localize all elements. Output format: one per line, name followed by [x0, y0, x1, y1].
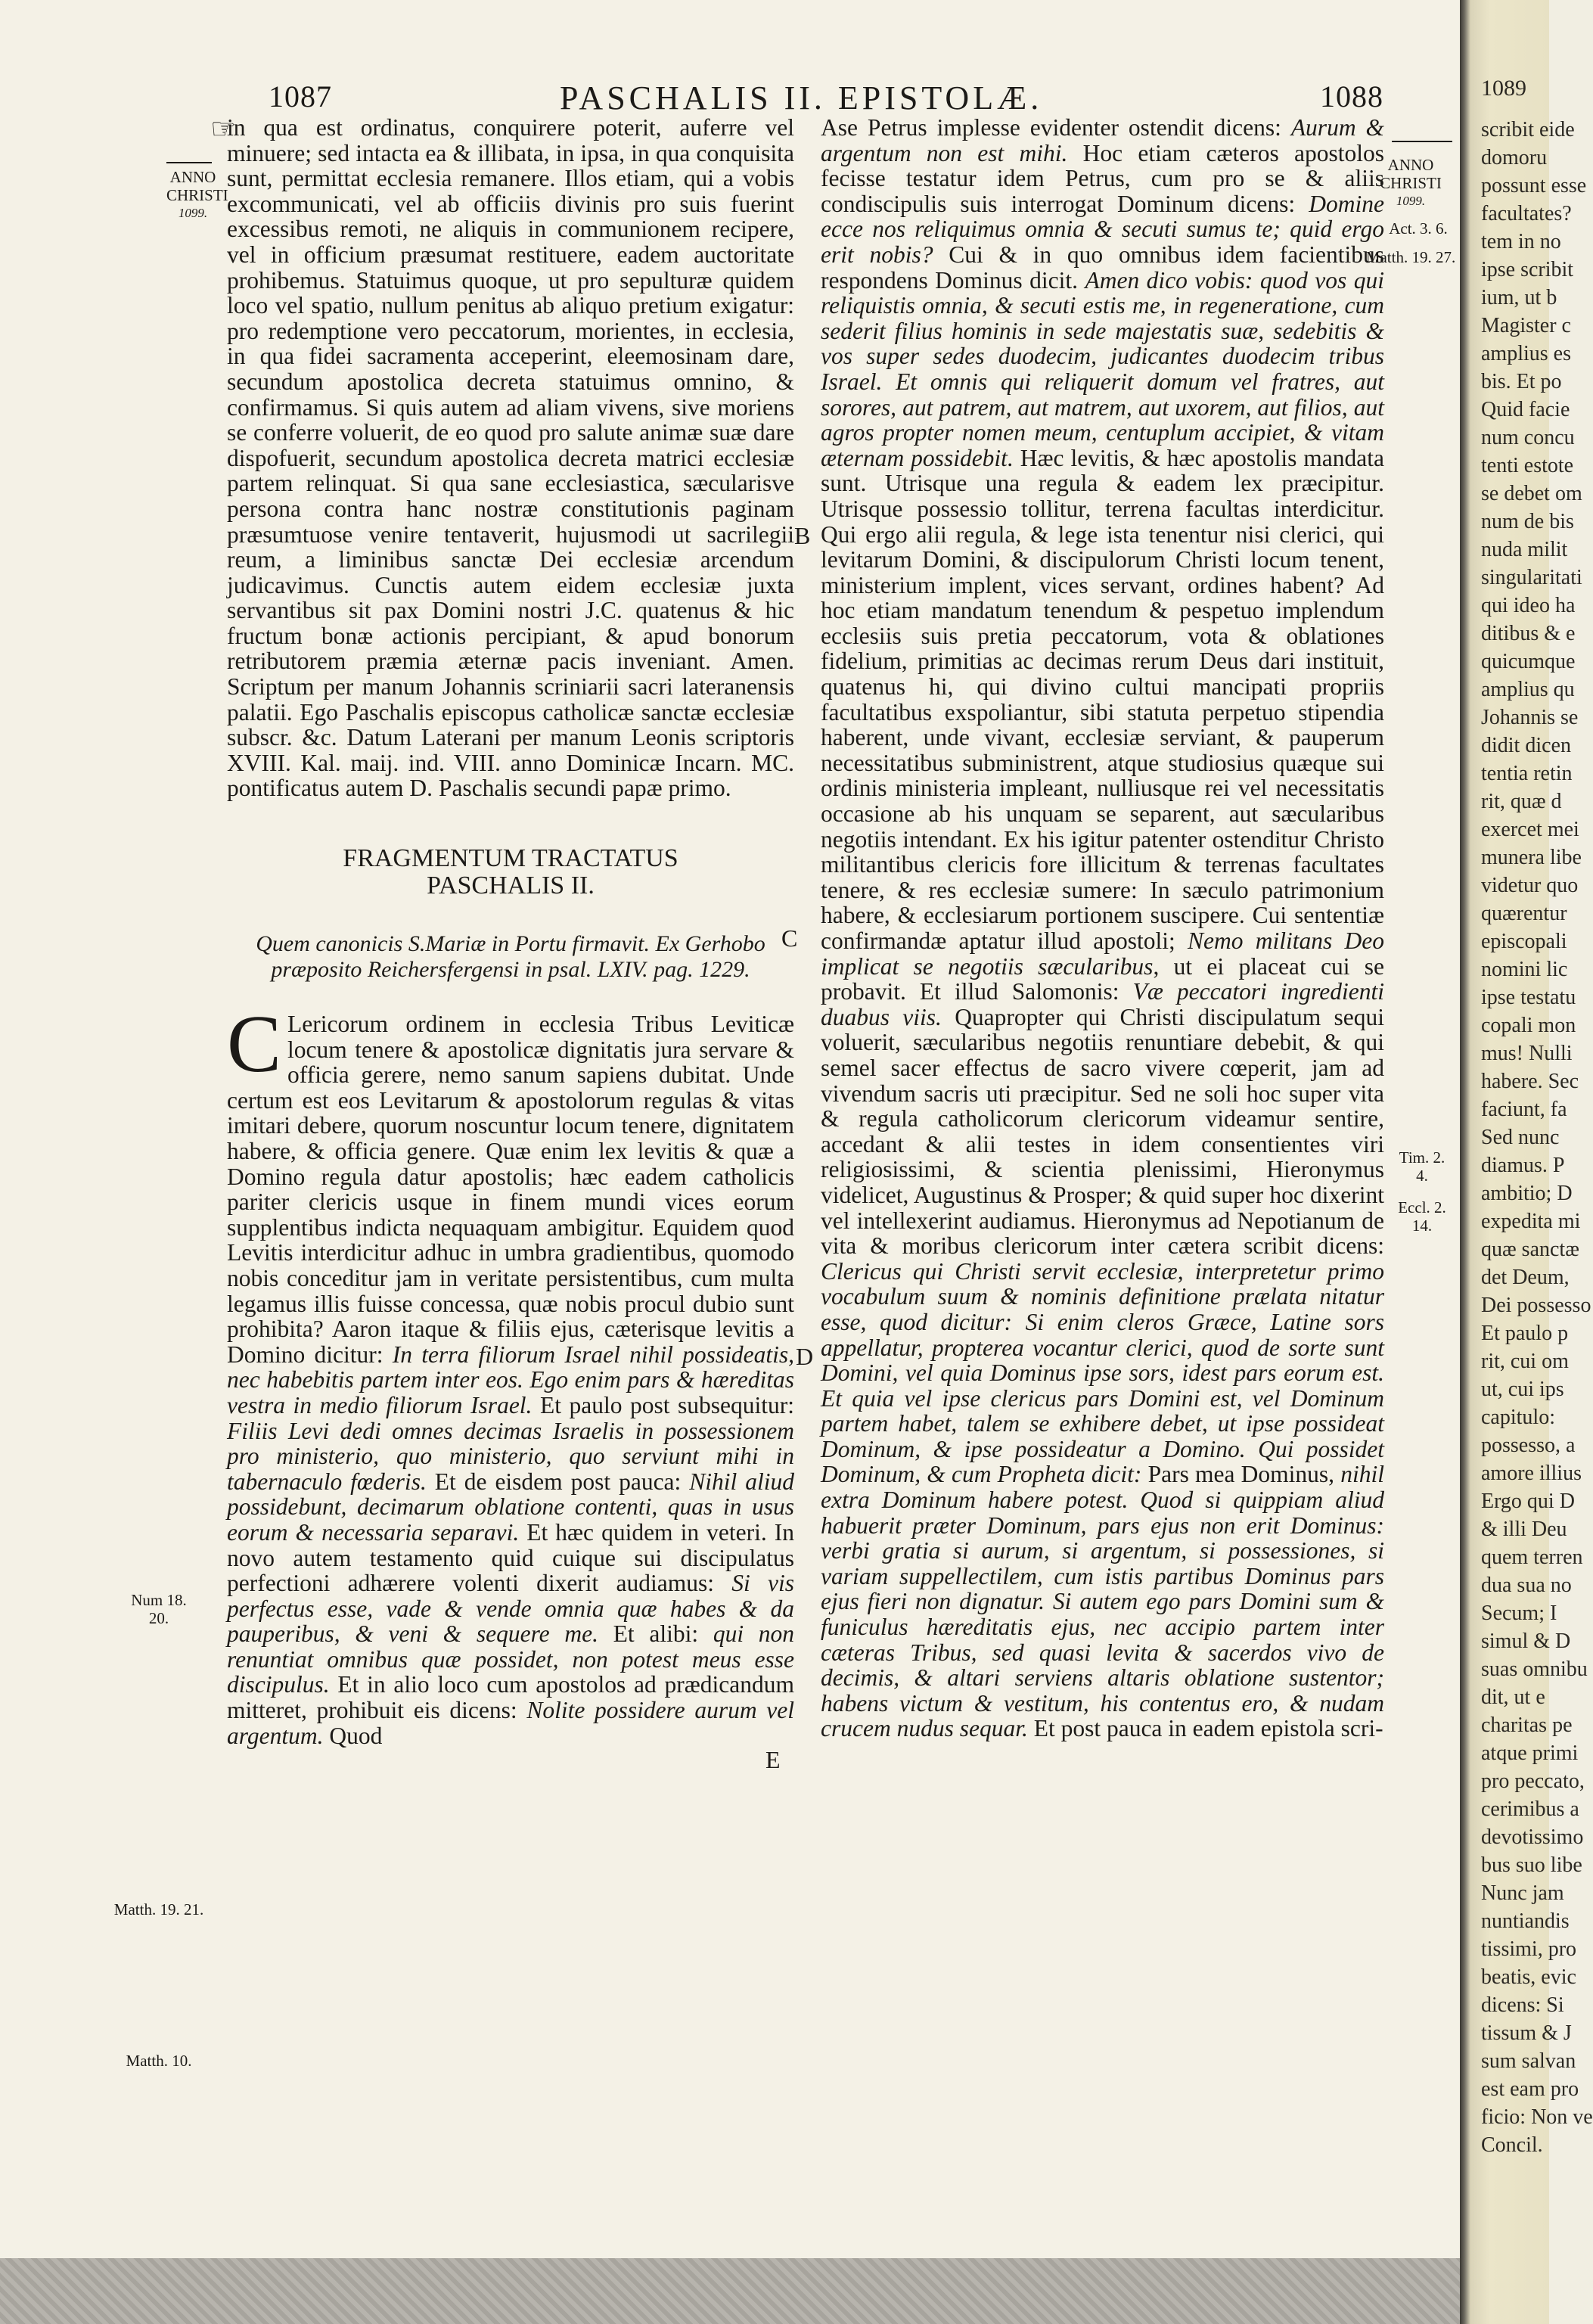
facing-page-line: beatis, evic	[1481, 1965, 1576, 1989]
facing-page-line: pro peccato,	[1481, 1769, 1585, 1793]
facing-page-line: quæ sanctæ	[1481, 1238, 1579, 1261]
margin-rule-right	[1392, 141, 1452, 142]
margin-ref-num: Num 18. 20.	[131, 1591, 187, 1627]
facing-page-line: devotissimo	[1481, 1825, 1584, 1849]
facing-page-line: ambitio; D	[1481, 1182, 1573, 1205]
facing-page-line: ipse testatu	[1481, 986, 1576, 1009]
facing-page-line: charitas pe	[1481, 1713, 1573, 1737]
facing-page-line: Magister c	[1481, 314, 1571, 337]
margin-rule-left	[166, 162, 212, 163]
facing-page-line: det Deum,	[1481, 1266, 1570, 1289]
facing-page-line: Ergo qui D	[1481, 1490, 1575, 1513]
facing-page-line: tem in no	[1481, 230, 1561, 253]
section-letter-e: E	[765, 1746, 781, 1773]
fragment-subheading: Quem canonicis S.Mariæ in Portu firmavit. Ex Gerhobo præposito Reichersfergensi in psal. LXIV. pag. 1229.	[256, 931, 765, 983]
running-title: PASCHALIS II. EPISTOLÆ.	[560, 79, 1043, 117]
facing-page-line: & illi Deu	[1481, 1518, 1567, 1541]
anno-christi-right: ANNO CHRISTI 1099.	[1380, 156, 1442, 208]
facing-page-line: faciunt, fa	[1481, 1098, 1567, 1121]
section-letter-b: B	[794, 522, 811, 549]
facing-page-line: tenti estote	[1481, 454, 1574, 477]
facing-page-line: singularitati	[1481, 566, 1582, 589]
facing-page-line: possesso, a	[1481, 1434, 1576, 1457]
facing-page-line: rit, quæ d	[1481, 790, 1562, 813]
facing-page-line: num concu	[1481, 426, 1575, 449]
facing-page-line: episcopali	[1481, 930, 1567, 953]
page-number-left: 1087	[269, 79, 332, 113]
section-letter-c: C	[781, 924, 798, 952]
margin-ref-matth-19: Matth. 19. 27.	[1365, 248, 1456, 266]
page-number-right: 1088	[1320, 79, 1383, 113]
facing-page-line: 1089	[1481, 76, 1526, 101]
drop-cap: C	[227, 999, 282, 1090]
facing-page-line: scribit eide	[1481, 118, 1575, 141]
scan-background-strip	[0, 2258, 1460, 2324]
facing-page-line: atque primi	[1481, 1741, 1579, 1765]
facing-page-line: Sed nunc	[1481, 1126, 1560, 1149]
facing-page-line: amplius qu	[1481, 678, 1575, 701]
facing-page-line: Et paulo p	[1481, 1322, 1569, 1345]
facing-page-line: nomini lic	[1481, 958, 1568, 981]
facing-page-line: tissum & J	[1481, 2021, 1572, 2045]
left-column	[227, 115, 794, 1748]
facing-page-line: cerimibus a	[1481, 1797, 1579, 1821]
facing-page-line: Secum; I	[1481, 1602, 1557, 1625]
facing-page-line: facultates?	[1481, 202, 1572, 225]
facing-page-line: ditibus & e	[1481, 622, 1576, 645]
facing-page-line: copali mon	[1481, 1014, 1576, 1037]
facing-page-line: Johannis se	[1481, 706, 1579, 729]
facing-page-line: tentia retin	[1481, 762, 1573, 785]
facing-page-line: Concil.	[1481, 2133, 1543, 2157]
facing-page-line: est eam pro	[1481, 2077, 1579, 2101]
right-column	[821, 115, 1384, 1741]
facing-page-line: simul & D	[1481, 1630, 1571, 1653]
margin-ref-matth-a: Matth. 19. 21.	[113, 1900, 204, 1919]
facing-page-line: possunt esse	[1481, 174, 1587, 197]
manicule-icon: ☞	[210, 113, 237, 145]
facing-page-line: nuntiandis	[1481, 1909, 1570, 1933]
facing-page-line: diamus. P	[1481, 1154, 1565, 1177]
facing-page-line: Dei possesso	[1481, 1294, 1591, 1317]
facing-page-line: expedita mi	[1481, 1210, 1581, 1233]
margin-ref-eccl: Eccl. 2. 14.	[1398, 1198, 1446, 1235]
facing-page-line: dua sua no	[1481, 1574, 1572, 1597]
facing-page-line: quærentur	[1481, 902, 1567, 925]
facing-page-line: amplius es	[1481, 342, 1571, 365]
facing-page-line: suas omnibu	[1481, 1658, 1588, 1681]
facing-page-line: bus suo libe	[1481, 1853, 1582, 1877]
facing-page-line: habere. Sec	[1481, 1070, 1579, 1093]
facing-page-line: amore illius	[1481, 1462, 1582, 1485]
facing-page-line: didit dicen	[1481, 734, 1571, 757]
margin-ref-act: Act. 3. 6.	[1389, 219, 1448, 238]
facing-page-line: ficio: Non ve	[1481, 2105, 1593, 2129]
facing-page-line: rit, cui om	[1481, 1350, 1569, 1373]
facing-page-line: num de bis	[1481, 510, 1574, 533]
margin-ref-tim: Tim. 2. 4.	[1399, 1148, 1446, 1185]
facing-page-line: ium, ut b	[1481, 286, 1557, 309]
facing-page-line: mus! Nulli	[1481, 1042, 1573, 1065]
facing-page-line: bis. Et po	[1481, 370, 1562, 393]
facing-page-line: se debet om	[1481, 482, 1582, 505]
right-paragraph: Ase Petrus implesse evidenter ostendit dicens: Aurum & argentum non est mihi. Hoc etiam cæteros apostolos fecisse testatur idem Petrus, cum pro se & aliis condiscipulis suis interrogat Dominum dicens: Domine ecce nos reliquimus omnia & secuti sumus te; quid ergo erit nobis? Cui & in quo omnibus idem facientibus respondens Dominus dicit. Amen dico vobis: quod vos qui reliquistis omnia, & secuti estis me, in regeneratione, cum sederit filius hominis in sede majestatis suæ, sedebitis & vos super sedes duodecim, judicantes duodecim tribus Israel. Et omnis qui reliquerit domum vel fratres, aut sorores, aut patrem, aut matrem, aut uxorem, aut filios, aut agros propter nomen meum, centuplum accipiet, & vitam æternam possidebit. Hæc levitis, & hæc apostolis mandata sunt. Utrisque una regula & eadem lex præcipitur. Utrisque possessio tollitur, terrena facultas interdicitur. Qui ergo alii regula, & lege ista tenentur nisi clerici, qui levitarum Domini, & discipulorum Christi locum tenent, ministerium implent, vices servant, ordines habent? Ad hoc etiam mandatum tenendum & pespetuo implendum ecclesiis suis pretia peccatorum, vota & oblationes fidelium, primitias ac decimas rerum Deus dari instituit, quatenus hi, qui divino cultui mancipati propriis facultatibus exspoliantur, sibi statuta perpetuo stipendia haberent, unde vivant, ecclesiæ serviant, & pauperum necessitatibus subministrent, atque studiosius quæque sui ordinis ministeria impleant, nulliusque rei vel necessitatis occasione ab his unquam se separent, aut sæcularibus negotiis intendant. Ex his igitur patenter ostenditur Christo militantibus clericis fore illicitum & terrenas facultates tenere, & res ecclesiæ sumere: In sæculo patrimonium habere, & ecclesiarum portionem suscipere. Cui sententiæ confirmandæ aptatur illud apostoli; Nemo militans Deo implicat se negotiis sæcularibus, ut ei placeat cui se probavit. Et illud Salomonis: Væ peccatori ingredienti duabus viis. Quapropter qui Christi discipulatum sequi voluerit, sæcularibus negotiis renuntiare debebit, & qui semel sacer effectus de sacro vivere cœperit, jam ad vivendum sacris uti præcipitur. Sed ne soli hoc super vita & regula catholicorum clericorum videamur sentire, accedant & alii testes in idem consentientes viri religiosissimi, & scientia plenissimi, Hieronymus videlicet, Augustinus & Prosper; & quid super hoc dixerint vel intellexerint audiamus. Hieronymus ad Nepotianum de vita & moribus clericorum inter cætera scribit dicens: Clericus qui Christi servit ecclesiæ, interpretetur primo vocabulum suum & nominis definitione prælata nitatur esse, quod dicitur: Si enim cleros Græce, Latine sors appellatur, propterea vocantur clerici, quod de sorte sunt Domini, vel quia Dominus ipse sors, idest pars eorum est. Et quia vel ipse clericus pars Domini est, vel Dominum partem habet, talem se exhibere debet, ut ipse possideat Dominum, & ipse possideatur a Domino. Qui possidet Dominum, & cum Propheta dicit: Pars mea Dominus, nihil extra Dominum habere potest. Quod si quippiam aliud habuerit præter Dominum, pars ejus non erit Dominus: verbi gratia si aurum, si argentum, si possessiones, si variam suppellectilem, cum istis partibus Dominus pars ejus fieri non dignatur. Si autem ego pars Domini sum & funiculus hæreditatis ejus, nec accipio partem inter cæteras Tribus, sed quasi levita & sacerdos vivo de decimis, & altari serviens altaris oblatione sustentor; habens victum & vestitum, his contentus ero, & nudam crucem nudus sequar. Et post pauca in eadem epistola scri-	[821, 114, 1385, 1742]
facing-page-line: videtur quo	[1481, 874, 1579, 897]
anno-christi-left: ANNO CHRISTI 1099.	[166, 168, 228, 220]
section-letter-d: D	[796, 1343, 814, 1370]
facing-page-edge	[1460, 0, 1593, 2324]
facing-page-line: exercet mei	[1481, 818, 1579, 841]
facing-page-line: Quid facie	[1481, 398, 1570, 421]
facing-page-line: sum salvan	[1481, 2049, 1576, 2073]
tractatus-paragraph: C Lericorum ordinem in ecclesia Tribus Leviticæ locum tenere & apostolicæ dignitatis jura servare & officia gerere, nemo sanum sapiens dubitat. Unde certum est eos Levitarum & apostolorum regulas & vitas imitari debere, quorum noscuntur locum tenere, dignitatem habere, & officia genere. Quæ enim lex levitis & quæ a Domino regula datur apostolis; hæc eadem catholicis pariter clericis usque in finem mundi vices eorum supplentibus indicta nequaquam ambigitur. Equidem quod Levitis interdicitur adhuc in umbra gradientibus, quomodo nobis conceditur jam in veritate persistentibus, cum multa legamus illis fuisse concessa, quæ nobis procul dubio sunt prohibita? Aaron itaque & filiis ejus, cæterisque levitis a Domino dicitur: In terra filiorum Israel nihil possideatis, nec habebitis partem inter eos. Ego enim pars & hæreditas vestra in medio filiorum Israel. Et paulo post subsequitur: Filiis Levi dedi omnes decimas Israelis in possessionem pro ministerio, quo ministerio, quo serviunt mihi in tabernaculo fœderis. Et de eisdem post pauca: Nihil aliud possidebunt, decimarum oblatione contenti, quas in usus eorum & necessaria separavi. Et hæc quidem in veteri. In novo autem testamento quid cuique sui discipulatus perfectioni adhærere volenti dixerit audiamus: Si vis perfectus esse, vade & vende omnia quæ habes & da pauperibus, & veni & sequere me. Et alibi: qui non renuntiat omnibus quæ possidet, non potest meus esse discipulus. Et in alio loco cum apostolos ad prædicandum mitteret, prohibuit eis dicens: Nolite possidere aurum vel argentum. Quod	[227, 999, 795, 1749]
margin-ref-matth-b: Matth. 10.	[126, 2052, 192, 2070]
facing-page-line: dit, ut e	[1481, 1686, 1545, 1709]
facing-page-line: quem terren	[1481, 1546, 1583, 1569]
facing-page-line: nuda milit	[1481, 538, 1568, 561]
facing-page-line: tissimi, pro	[1481, 1937, 1577, 1961]
facing-page-line: quicumque	[1481, 650, 1576, 673]
facing-page-line: dicens: Si	[1481, 1993, 1564, 2017]
facing-page-line: capitulo:	[1481, 1406, 1555, 1429]
privilege-paragraph: in qua est ordinatus, conquirere poterit, auferre vel minuere; sed intacta ea & illibata, in ipsa, in qua conquisita sunt, permittat ecclesia remanere. Illos etiam, qui a vobis excommunicati, vel ab officiis divinis pro suis fuerint excessibus remoti, ne aliquis in communionem recipere, vel in officium præsumat restituere, eadem auctoritate prohibemus. Statuimus quoque, ut pro sepulturæ quidem loco vel spatio, nullum penitus ab aliquo pretium exigatur: pro redemptione vero peccatorum, morientes, in ecclesia, in qua fidei sacramenta acceperint, eleemosinam dare, secundum apostolica decreta statuimus omnino, & confirmamus. Si quis autem ad aliam vivens, sive moriens se conferre voluerit, de eo quod pro salute animæ suæ dare dispofuerit, secundum apostolica decreta matrici ecclesiæ partem relinquat. Si qua sane ecclesiastica, sæcularisve persona contra hanc nostræ constitutionis paginam præsumtuose venire tentaverit, hujusmodi ut sacrilegii reum, a liminibus sanctæ Dei ecclesiæ arcendum judicavimus. Cunctis autem eidem ecclesiæ juxta servantibus sit pax Domini nostri J.C. quatenus & hic fructum bonæ actionis percipiant, & apud bonorum retributorem præmia æternæ pacis inveniant. Amen. Scriptum per manum Johannis scriniarii sacri lateranensis palatii. Ego Paschalis episcopus catholicæ sanctæ ecclesiæ subscr. &c. Datum Laterani per manum Leonis scriptoris XVIII. Kal. maij. ind. VIII. anno Dominicæ Incarn. MC. pontificatus autem D. Paschalis secundi papæ primo.	[227, 114, 794, 802]
facing-page-line: domoru	[1481, 146, 1548, 169]
fragment-heading: FRAGMENTUM TRACTATUS PASCHALIS II.	[343, 844, 678, 900]
facing-page-line: ipse scribit	[1481, 258, 1574, 281]
facing-page-line: Nunc jam	[1481, 1881, 1564, 1905]
facing-page-line: ut, cui ips	[1481, 1378, 1564, 1401]
facing-page-line: munera libe	[1481, 846, 1582, 869]
facing-page-line: qui ideo ha	[1481, 594, 1576, 617]
